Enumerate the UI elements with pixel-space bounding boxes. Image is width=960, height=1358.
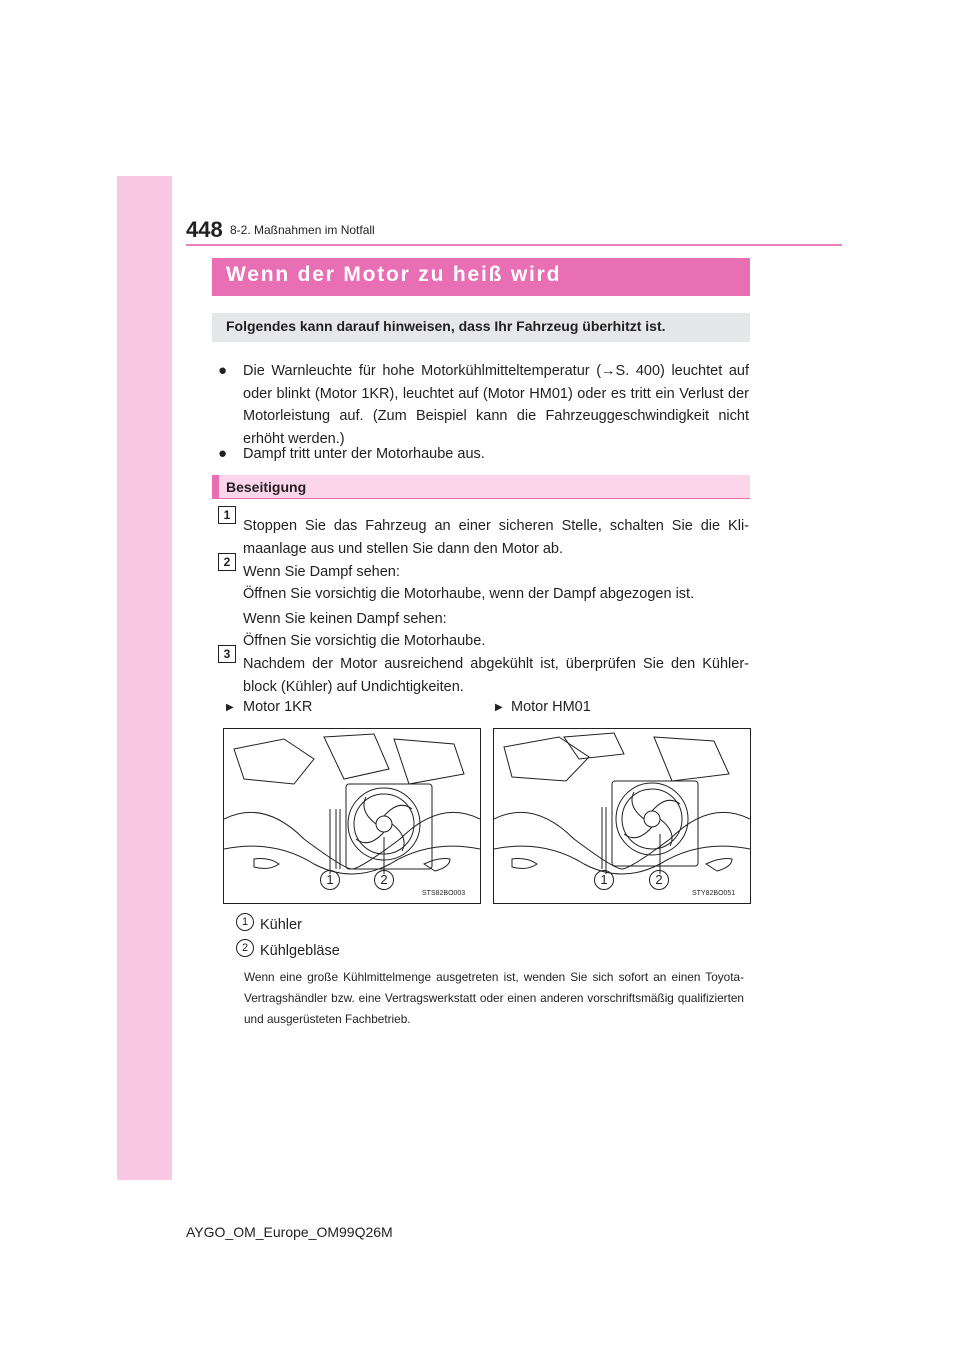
remedy-rule bbox=[212, 498, 750, 499]
callout-number: 2 bbox=[649, 870, 669, 890]
engine-drawing-icon bbox=[494, 729, 750, 903]
figure-label: Motor 1KR bbox=[243, 699, 313, 715]
legend-label: Kühler bbox=[260, 917, 302, 933]
step-text: Öffnen Sie vorsichtig die Motorhaube. bbox=[243, 633, 486, 649]
page-number: 448 bbox=[186, 217, 223, 242]
step-text: Öffnen Sie vorsichtig die Motorhaube, wenn der Dampf abgezogen ist. bbox=[243, 586, 695, 602]
triangle-marker-icon: ▶ bbox=[495, 702, 503, 713]
callout-number: 2 bbox=[374, 870, 394, 890]
step-text: Wenn Sie Dampf sehen: bbox=[243, 564, 400, 580]
section-title: 8-2. Maßnahmen im Notfall bbox=[230, 223, 375, 237]
page-title: Wenn der Motor zu heiß wird bbox=[226, 263, 562, 286]
legend-label: Kühlgebläse bbox=[260, 943, 340, 959]
legend-number: 2 bbox=[236, 939, 254, 957]
legend-number: 1 bbox=[236, 913, 254, 931]
remedy-heading: Beseitigung bbox=[226, 479, 307, 495]
callout-number: 1 bbox=[594, 870, 614, 890]
page-subtitle: Folgendes kann darauf hinweisen, dass Ihr Fahrzeug überhitzt ist. bbox=[226, 318, 666, 334]
sidebar-tab bbox=[117, 176, 172, 1180]
step-number: 3 bbox=[218, 645, 236, 663]
bullet-item: Die Warnleuchte für hohe Motorkühlmitteltemperatur (→S. 400) leuchtet auf oder blinkt (Motor 1KR), leuchtet auf (Motor HM01) oder es tritt ein Verlust der Motorleistung auf. (Zum Beispiel kann die Fahrzeuggeschwindigkeit nicht erhöht werden.) bbox=[243, 363, 749, 447]
step-text: Wenn Sie keinen Dampf sehen: bbox=[243, 611, 447, 627]
step-text: Stoppen Sie das Fahrzeug an einer sicheren Stelle, schalten Sie die Kli-maanlage aus und stellen Sie dann den Motor ab. bbox=[243, 518, 749, 557]
engine-illustration-1kr bbox=[223, 728, 481, 904]
engine-drawing-icon bbox=[224, 729, 480, 903]
step-number: 1 bbox=[218, 506, 236, 524]
callout-number: 1 bbox=[320, 870, 340, 890]
figure-code: STY82BO051 bbox=[692, 890, 736, 897]
step-number: 2 bbox=[218, 553, 236, 571]
figure-code: STS82BO003 bbox=[422, 890, 466, 897]
bullet-dot-icon: ● bbox=[218, 362, 228, 379]
remedy-accent bbox=[212, 475, 219, 499]
bullet-item: Dampf tritt unter der Motorhaube aus. bbox=[243, 446, 485, 462]
figure-label: Motor HM01 bbox=[511, 699, 591, 715]
header-rule bbox=[186, 244, 842, 246]
triangle-marker-icon: ▶ bbox=[226, 702, 234, 713]
bullet-dot-icon: ● bbox=[218, 445, 228, 462]
note-text: Wenn eine große Kühlmittelmenge ausgetreten ist, wenden Sie sich sofort an einen Toyota-Vertragshändler bzw. eine Vertragswerkstatt oder einen anderen vorschriftsmäßig qualifizierten und ausgerüsteten Fachbetrieb. bbox=[244, 970, 744, 1026]
step-text: Nachdem der Motor ausreichend abgekühlt ist, überprüfen Sie den Kühler-block (Kühler) auf Undichtigkeiten. bbox=[243, 656, 749, 695]
engine-illustration-hm01 bbox=[493, 728, 751, 904]
footer-code: AYGO_OM_Europe_OM99Q26M bbox=[186, 1224, 393, 1240]
